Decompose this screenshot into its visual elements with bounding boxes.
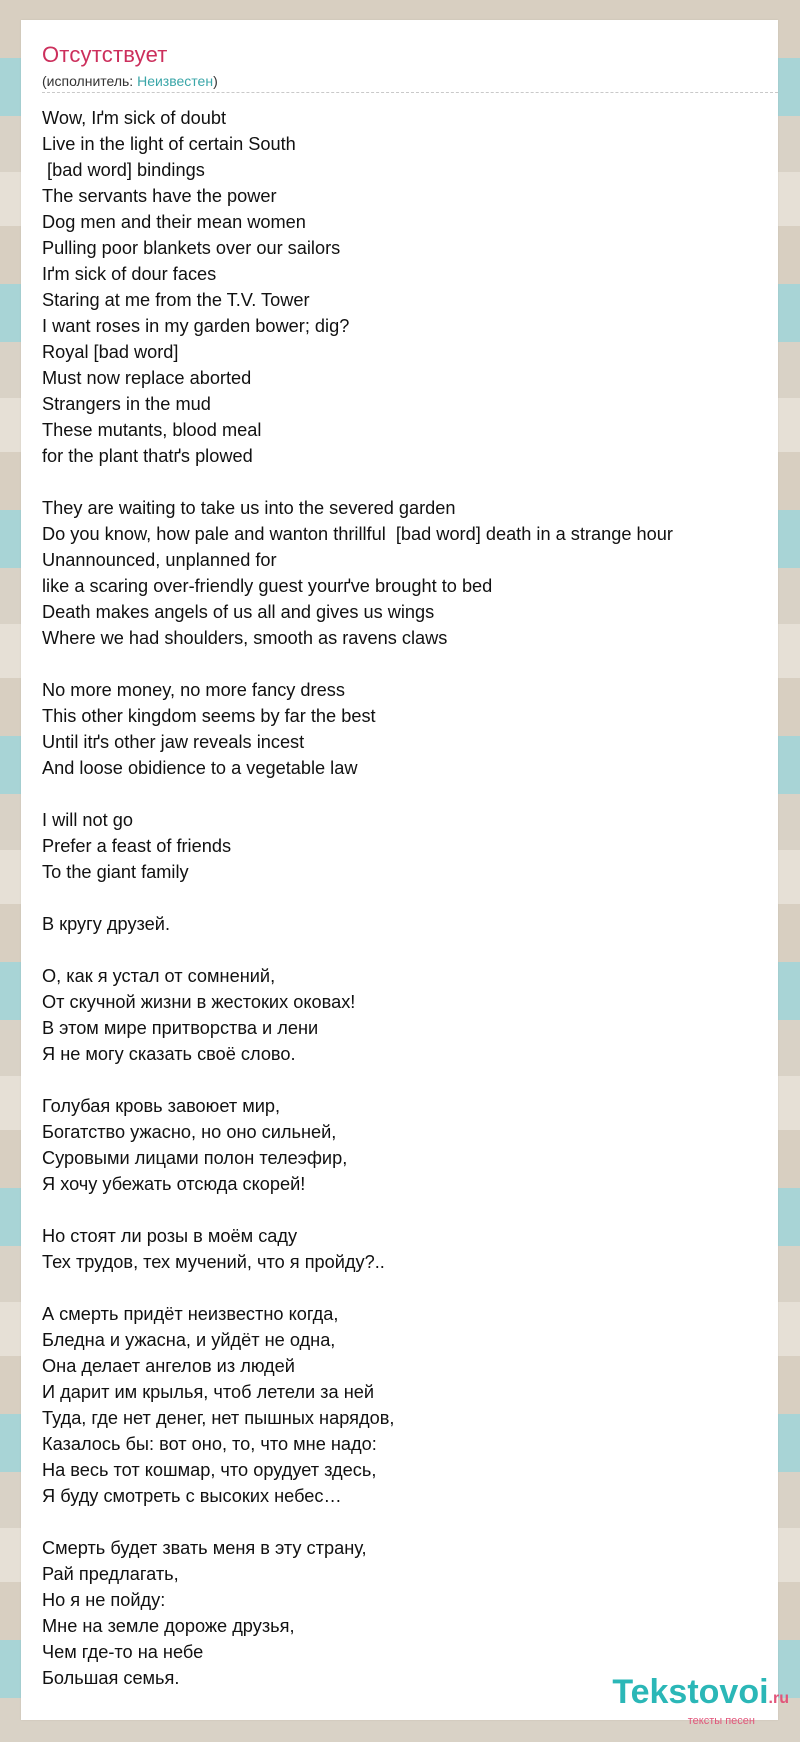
artist-prefix: (исполнитель: — [42, 73, 138, 89]
lyric-line: Смерть будет звать меня в эту страну, — [42, 1538, 367, 1558]
lyric-line: They are waiting to take us into the severed garden — [42, 498, 456, 518]
logo-wordmark — [589, 1674, 789, 1717]
lyric-line: Рай предлагать, — [42, 1564, 179, 1584]
lyric-line: Unannounced, unplanned for — [42, 550, 277, 570]
lyric-line: А смерть придёт неизвестно когда, — [42, 1304, 339, 1324]
lyric-line: Голубая кровь завоюет мир, — [42, 1096, 281, 1116]
lyric-line — [42, 937, 772, 963]
lyric-line: like a scaring over-friendly guest yourґve brought to bed — [42, 576, 493, 596]
title-divider — [42, 92, 778, 93]
lyric-line: Pulling poor blankets over our sailors — [42, 238, 341, 258]
lyric-line: Богатство ужасно, но оно сильней, — [42, 1122, 337, 1142]
lyric-line: Must now replace aborted — [42, 368, 252, 388]
lyric-line: Я не могу сказать своё слово. — [42, 1044, 296, 1064]
lyric-line: Live in the light of certain South — [42, 134, 296, 154]
lyric-line: The servants have the power — [42, 186, 277, 206]
lyric-line: И дарит им крылья, чтоб летели за ней — [42, 1382, 375, 1402]
lyrics-text — [42, 105, 772, 1691]
song-title: Отсутствует — [42, 42, 168, 67]
lyric-line: Суровыми лицами полон телеэфир, — [42, 1148, 348, 1168]
lyric-line: От скучной жизни в жестоких оковах! — [42, 992, 356, 1012]
lyric-line: Until itґs other jaw reveals incest — [42, 732, 305, 752]
lyric-line — [42, 885, 772, 911]
lyric-line: Я хочу убежать отсюда скорей! — [42, 1174, 306, 1194]
lyric-line: No more money, no more fancy dress — [42, 680, 345, 700]
logo-tagline: тексты песен — [687, 1715, 755, 1727]
lyric-line — [42, 1067, 772, 1093]
lyric-line: Do you know, how pale and wanton thrillful [bad word] death in a strange hour — [42, 524, 673, 544]
lyric-line: Чем где-то на небе — [42, 1642, 204, 1662]
lyric-line: for the plant thatґs plowed — [42, 446, 253, 466]
artist-suffix: ) — [213, 73, 218, 89]
lyric-line: Death makes angels of us all and gives us wings — [42, 602, 435, 622]
lyric-line: Where we had shoulders, smooth as ravens claws — [42, 628, 448, 648]
lyric-line: Prefer a feast of friends — [42, 836, 232, 856]
lyric-line — [42, 651, 772, 677]
lyric-line — [42, 1197, 772, 1223]
lyric-line: Wow, Iґm sick of doubt — [42, 108, 227, 128]
logo-tld: .ru — [768, 1690, 789, 1707]
lyric-line: Мне на земле дороже друзья, — [42, 1616, 295, 1636]
lyric-line — [42, 469, 772, 495]
lyric-line: Staring at me from the T.V. Tower — [42, 290, 310, 310]
lyric-line: О, как я устал от сомнений, — [42, 966, 276, 986]
lyric-line: Бледна и ужасна, и уйдёт не одна, — [42, 1330, 336, 1350]
lyric-line: I want roses in my garden bower; dig? — [42, 316, 350, 336]
lyric-line: Но стоят ли розы в моём саду — [42, 1226, 298, 1246]
lyric-line: To the giant family — [42, 862, 189, 882]
lyric-line: Dog men and their mean women — [42, 212, 306, 232]
artist-link[interactable]: Неизвестен — [137, 73, 214, 89]
lyric-line: Royal [bad word] — [42, 342, 179, 362]
lyric-line: And loose obidience to a vegetable law — [42, 758, 358, 778]
lyric-line: [bad word] bindings — [42, 160, 205, 180]
lyric-line: Она делает ангелов из людей — [42, 1356, 295, 1376]
lyric-line — [42, 1509, 772, 1535]
lyric-line: Iґm sick of dour faces — [42, 264, 217, 284]
lyric-line: Казалось бы: вот оно, то, что мне надо: — [42, 1434, 377, 1454]
lyrics-card — [21, 20, 789, 1727]
logo-main-text: Tekstovoi — [612, 1673, 769, 1711]
lyric-line — [42, 781, 772, 807]
lyric-line: I will not go — [42, 810, 133, 830]
lyric-line: This other kingdom seems by far the best — [42, 706, 376, 726]
lyric-line: Я буду смотреть с высоких небес… — [42, 1486, 342, 1506]
lyric-line: Тех трудов, тех мучений, что я пройду?.. — [42, 1252, 385, 1272]
artist-line — [42, 73, 218, 89]
lyric-line: В кругу друзей. — [42, 914, 171, 934]
lyric-line — [42, 1275, 772, 1301]
lyric-line: На весь тот кошмар, что орудует здесь, — [42, 1460, 377, 1480]
lyric-line: В этом мире притворства и лени — [42, 1018, 319, 1038]
lyric-line: Но я не пойду: — [42, 1590, 166, 1610]
lyric-line: Большая семья. — [42, 1668, 180, 1688]
lyric-line: These mutants, blood meal — [42, 420, 262, 440]
lyric-line: Strangers in the mud — [42, 394, 211, 414]
lyric-line: Туда, где нет денег, нет пышных нарядов, — [42, 1408, 395, 1428]
site-logo[interactable] — [589, 1674, 789, 1734]
